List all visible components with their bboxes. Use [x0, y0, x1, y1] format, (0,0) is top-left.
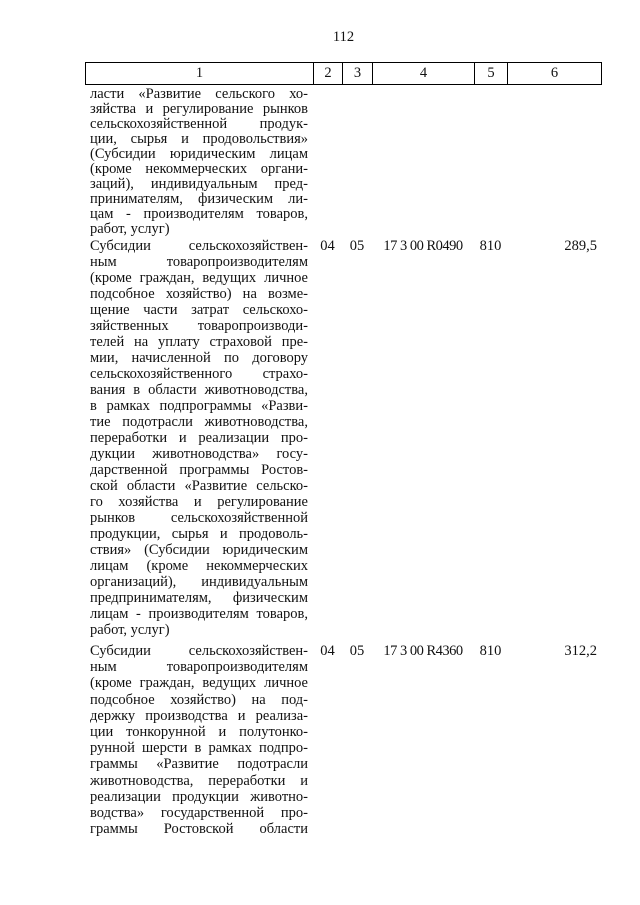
description-line: граммы Ростовской области — [90, 821, 308, 838]
description-line: (кроме некоммерческих органи- — [90, 162, 308, 177]
description-line: подсобное хозяйство) на под- — [90, 691, 308, 708]
description-line: ным товаропроизводителям — [90, 254, 308, 270]
description-line: рунной шерсти в рамках подпро- — [90, 740, 308, 757]
description-line: телей на уплату страховой пре- — [90, 334, 308, 350]
subsection-code: 05 — [349, 238, 365, 254]
description-line: граммы «Развитие подотрасли — [90, 756, 308, 773]
description-line: (кроме граждан, ведущих личное — [90, 675, 308, 692]
amount: 312,2 — [564, 643, 597, 659]
description-line: работ, услуг) — [90, 222, 170, 237]
description-line: мии, начисленной по договору — [90, 350, 308, 366]
description-line: в рамках подпрограммы «Разви- — [90, 398, 308, 414]
description-line: дукции животноводства» госу- — [90, 446, 308, 462]
row-description — [90, 643, 308, 837]
description-line: сельскохозяйственного страхо- — [90, 366, 308, 382]
page-number: 112 — [332, 29, 355, 45]
amount: 289,5 — [564, 238, 597, 254]
expense-type-code: 810 — [479, 643, 502, 659]
description-line: реализации продукции животно- — [90, 788, 308, 805]
description-line: водства» государственной про- — [90, 804, 308, 821]
subsection-code: 05 — [349, 643, 365, 659]
description-line: го хозяйства и регулирование — [90, 494, 308, 510]
description-line: животноводства, переработки и — [90, 772, 308, 789]
column-header-4: 4 — [372, 63, 474, 84]
description-line: держку производства и реализа- — [90, 707, 308, 724]
description-line: рынков сельскохозяйственной — [90, 510, 308, 526]
description-line: ствия» (Субсидии юридическим — [90, 542, 308, 558]
description-line: цам - производителям товаров, — [90, 207, 308, 222]
column-header-1: 1 — [195, 65, 204, 81]
description-line: ласти «Развитие сельского хо- — [90, 87, 308, 102]
description-line: организаций), индивидуальным — [90, 574, 308, 590]
description-line: предпринимателям, физическим — [90, 590, 308, 606]
description-line: переработки и реализации про- — [90, 430, 308, 446]
description-line: Субсидии сельскохозяйствен- — [90, 238, 308, 254]
target-article-code: 17 3 00 R4360 — [383, 643, 463, 659]
description-line: сельскохозяйственной продук- — [90, 117, 308, 132]
column-header-2: 2 — [313, 63, 342, 84]
description-line: работ, услуг) — [90, 622, 170, 638]
description-line: подсобное хозяйство) на возме- — [90, 286, 308, 302]
row-description — [90, 238, 308, 638]
description-line: лицам - производителям товаров, — [90, 606, 308, 622]
row-description — [90, 87, 308, 237]
description-line: дарственной программы Ростов- — [90, 462, 308, 478]
description-line: тие подотрасли животноводства, — [90, 414, 308, 430]
column-header-6: 6 — [507, 63, 601, 84]
description-line: щение части затрат сельскохо- — [90, 302, 308, 318]
column-header-3: 3 — [342, 63, 372, 84]
expense-type-code: 810 — [479, 238, 502, 254]
description-line: лицам (кроме некоммерческих — [90, 558, 308, 574]
description-line: зяйственных товаропроизводи- — [90, 318, 308, 334]
section-code: 04 — [320, 643, 335, 659]
section-code: 04 — [320, 238, 335, 254]
description-line: ции, сырья и продовольствия» — [90, 132, 308, 147]
description-line: ской области «Развитие сельско- — [90, 478, 308, 494]
description-line: Субсидии сельскохозяйствен- — [90, 643, 308, 659]
description-line: (Субсидии юридическим лицам — [90, 147, 308, 162]
description-line: заций), индивидуальным пред- — [90, 177, 308, 192]
table-header — [85, 62, 602, 85]
description-line: ным товаропроизводителям — [90, 659, 308, 676]
description-line: (кроме граждан, ведущих личное — [90, 270, 308, 286]
description-line: продукции, сырья и продоволь- — [90, 526, 308, 542]
description-line: ции тонкорунной и полутонко- — [90, 723, 308, 740]
description-line: вания в области животноводства, — [90, 382, 308, 398]
target-article-code: 17 3 00 R0490 — [383, 238, 463, 254]
description-line: зяйства и регулирование рынков — [90, 102, 308, 117]
column-header-5: 5 — [474, 63, 507, 84]
description-line: принимателям, физическим ли- — [90, 192, 308, 207]
